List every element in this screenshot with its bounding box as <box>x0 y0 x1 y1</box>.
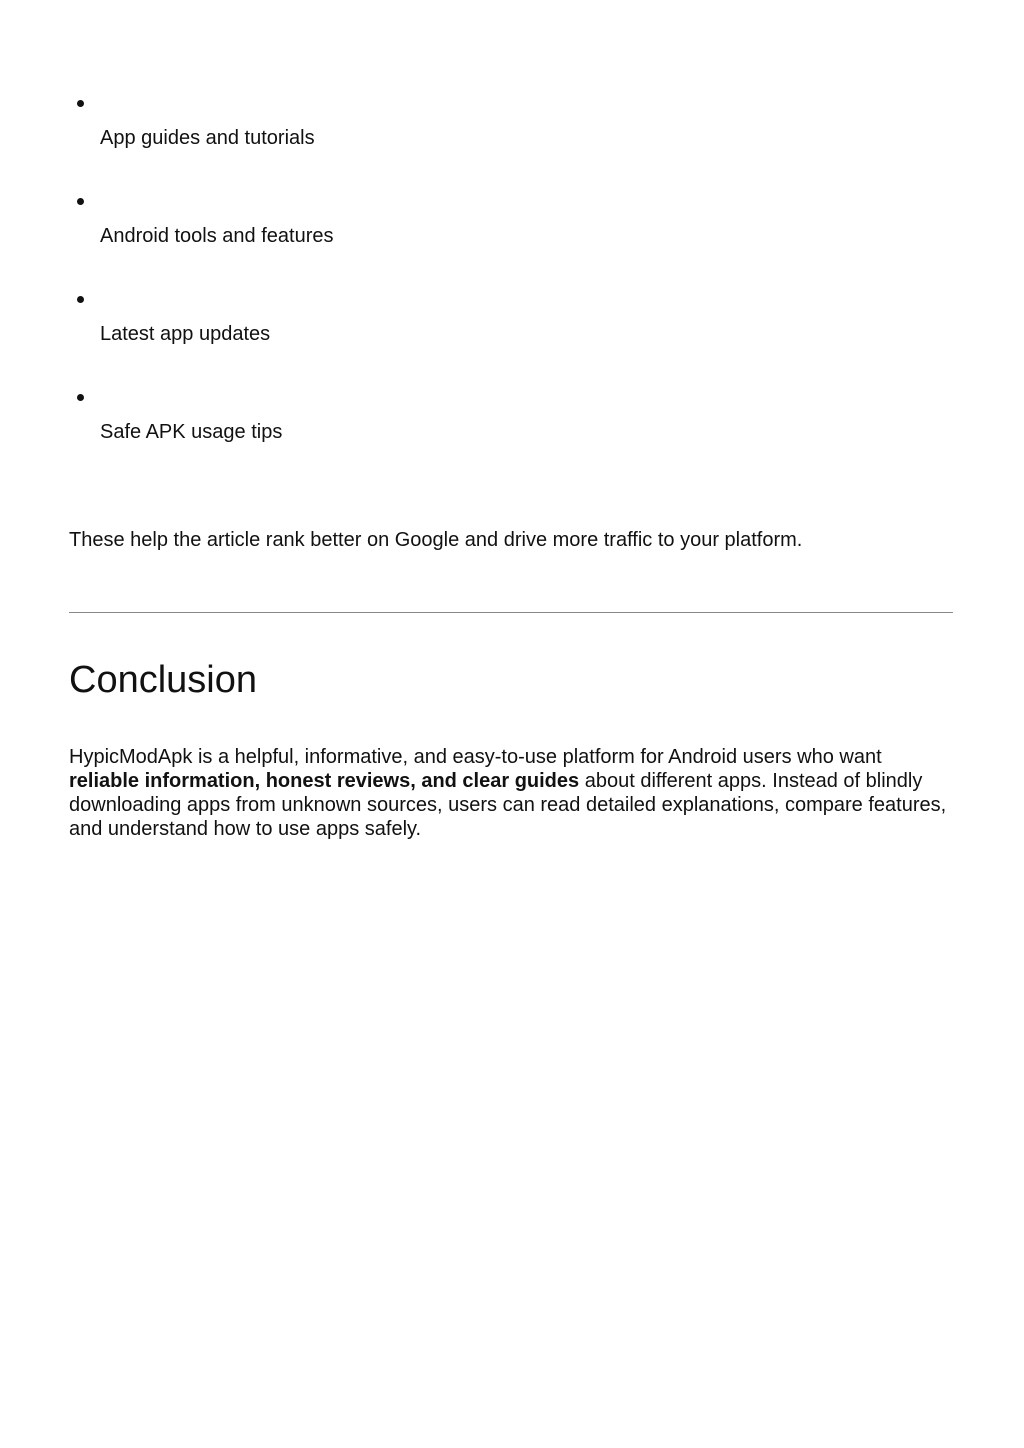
bullet-icon <box>77 198 84 205</box>
conclusion-heading: Conclusion <box>69 659 257 701</box>
conclusion-paragraph <box>69 745 953 841</box>
conclusion-text-part-1: is a helpful, informative, and easy-to-use platform for Android users who want <box>192 746 882 768</box>
seo-paragraph: These help the article rank better on Google and drive more traffic to your platform. <box>69 529 803 551</box>
conclusion-text-part-2: about different apps. Instead of blindly downloading apps from unknown sources, users can read detailed explanations, compare features, and understand how to use apps safely. <box>69 770 947 840</box>
bullet-icon <box>77 394 84 401</box>
bullet-icon <box>77 296 84 303</box>
section-divider <box>69 612 953 613</box>
brand-name: HypicModApk <box>69 746 193 768</box>
conclusion-emphasis: reliable information, honest reviews, and clear guides <box>69 770 580 792</box>
list-item-text: Latest app updates <box>100 323 271 345</box>
list-item-text: Safe APK usage tips <box>100 421 283 443</box>
list-item-text: Android tools and features <box>100 225 334 247</box>
list-item-text: App guides and tutorials <box>100 127 315 149</box>
bullet-icon <box>77 100 84 107</box>
